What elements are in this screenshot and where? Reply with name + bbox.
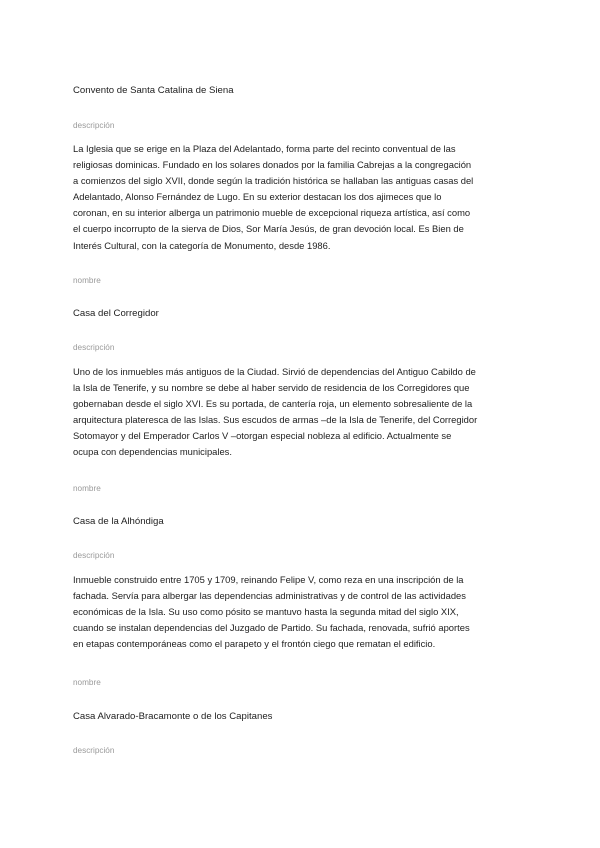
description-label: descripción <box>73 343 115 352</box>
description-casa-alhondiga <box>73 572 533 652</box>
description-line: La Iglesia que se erige en la Plaza del Adelantado, forma parte del recinto conventual de las <box>73 143 456 154</box>
description-line: la Isla de Tenerife, y su nombre se debe al haber servido de residencia de los Corregidores que <box>73 382 470 394</box>
name-label: nombre <box>73 484 101 493</box>
description-line: arquitectura plateresca de las Islas. Sus escudos de armas –de la Isla de Tenerife, del Corregidor <box>73 414 478 426</box>
entry-name-casa-corregidor: Casa del Corregidor <box>73 308 159 319</box>
description-line: económicas de la Isla. Su uso como pósito se mantuvo hasta la segunda mitad del siglo XIX, <box>73 606 459 618</box>
entry-name-casa-alhondiga: Casa de la Alhóndiga <box>73 516 164 527</box>
description-line: Inmueble construido entre 1705 y 1709, reinando Felipe V, como reza en una inscripción de la <box>73 574 464 585</box>
description-label: descripción <box>73 746 115 755</box>
description-line: Interés Cultural, con la categoría de Monumento, desde 1986. <box>73 239 331 251</box>
description-line: en etapas contemporáneas como el parapeto y el frontón ciego que rematan el edificio. <box>73 638 436 650</box>
description-line: religiosas dominicas. Fundado en los solares donados por la familia Cabrejas a la congregación <box>73 159 472 171</box>
entry-name-casa-alvarado-bracamonte: Casa Alvarado-Bracamonte o de los Capitanes <box>73 711 273 722</box>
description-line: a comienzos del siglo XVII, donde según la tradición histórica se hallaban las antiguas casas del <box>73 175 474 187</box>
description-line: cuando se instalan dependencias del Juzgado de Partido. Su fachada, renovada, sufrió aportes <box>73 622 470 634</box>
entry-name-convento-santa-catalina: Convento de Santa Catalina de Siena <box>73 85 234 96</box>
description-convento-santa-catalina <box>73 141 533 254</box>
description-casa-corregidor <box>73 364 533 461</box>
name-label: nombre <box>73 678 101 687</box>
description-line: Uno de los inmuebles más antiguos de la Ciudad. Sirvió de dependencias del Antiguo Cabildo de <box>73 366 476 377</box>
description-line: fachada. Servía para albergar las dependencias administrativas y de control de las actividades <box>73 590 466 602</box>
description-line: el cuerpo incorrupto de la sierva de Dios, Sor María Jesús, de gran devoción local. Es Bien de <box>73 223 464 235</box>
description-line: Sotomayor y del Emperador Carlos V –otorgan especial nobleza al edificio. Actualmente se <box>73 430 452 442</box>
name-label: nombre <box>73 276 101 285</box>
description-line: gobernaban desde el siglo XVI. Es su portada, de cantería roja, un elemento sobresaliente de la <box>73 398 473 410</box>
description-line: Adelantado, Alonso Fernández de Lugo. En su exterior destacan los dos ajimeces que lo <box>73 191 442 203</box>
description-line: coronan, en su interior alberga un patrimonio mueble de excepcional riqueza artística, así como <box>73 207 471 219</box>
description-label: descripción <box>73 121 115 130</box>
description-label: descripción <box>73 551 115 560</box>
description-line: ocupa con dependencias municipales. <box>73 446 232 458</box>
